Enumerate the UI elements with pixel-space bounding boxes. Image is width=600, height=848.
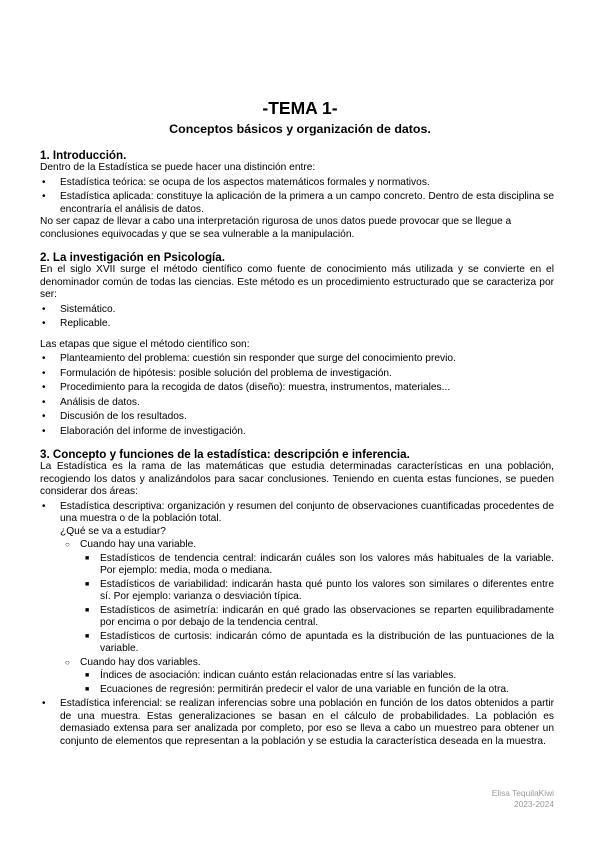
section-3-heading: 3. Concepto y funciones de la estadística: descripción e inferencia.: [40, 448, 410, 461]
section-2-heading: 2. La investigación en Psicología.: [40, 251, 225, 264]
list-item: ■ Estadísticos de curtosis: indicarán cómo de apuntada es la distribución de las puntuaciones de la variable.: [80, 631, 554, 656]
document-body: [40, 149, 554, 748]
list-item: • Discusión de los resultados.: [40, 411, 554, 424]
footer: [492, 788, 554, 809]
one-variable-list: [80, 553, 554, 656]
list-item: • Sistemático.: [40, 304, 554, 317]
page-title: -TEMA 1-: [262, 98, 338, 118]
list-item: • Procedimiento para la recogida de datos (diseño): muestra, instrumentos, materiales...: [40, 382, 554, 395]
list-item: ■ Índices de asociación: indican cuánto están relacionadas entre sí las variables.: [80, 670, 554, 683]
variables-list: [60, 539, 554, 696]
list-item: • Análisis de datos.: [40, 397, 554, 410]
list-item: ■ Estadísticos de tendencia central: indicarán cuáles son los valores más habituales de la variable. Por ejemplo: media, moda o mediana.: [80, 553, 554, 578]
section-2-stages-intro: Las etapas que sigue el método científico son:: [40, 338, 250, 350]
list-item: [60, 657, 554, 697]
section-2-stages-list: [40, 353, 554, 438]
page-subtitle: Conceptos básicos y organización de datos.: [169, 122, 431, 136]
descriptive-stats-text: • Estadística descriptiva: organización y resumen del conjunto de observaciones cuantificadas procedentes de una muestra o de la población total.: [60, 500, 554, 524]
list-item: • Planteamiento del problema: cuestión sin responder que surge del conocimiento previo.: [40, 353, 554, 366]
section-1-list: [40, 177, 554, 217]
list-item: • Replicable.: [40, 318, 554, 331]
section-3-intro: La Estadística es la rama de las matemáticas que estudia determinadas características en una población, recogiendo los datos y analizándolos para sacar conclusiones. Teniendo en cuenta estas funciones, se pueden considerar dos áreas:: [40, 461, 554, 497]
section-2-intro: En el siglo XVII surge el método científico como fuente de conocimiento más utilizada y se convierte en el denominador común de todas las ciencias. Este método es un procedimiento estructurado que se caracteriza por ser:: [40, 264, 554, 300]
one-variable-label: ○ Cuando hay una variable.: [80, 539, 197, 550]
footer-author: Elisa TequilaKiwi: [491, 788, 554, 798]
list-item: [40, 501, 554, 697]
section-1-heading: 1. Introducción.: [40, 149, 127, 162]
list-item: • Formulación de hipótesis: posible solución del problema de investigación.: [40, 368, 554, 381]
list-item: ■ Ecuaciones de regresión: permitirán predecir el valor de una variable en función de la otra.: [80, 684, 554, 697]
list-item: ■ Estadísticos de asimetría: indicarán en qué grado las observaciones se reparten equilibradamente por encima o por debajo de la tendencia central.: [80, 605, 554, 630]
section-3-areas-list: [40, 501, 554, 749]
list-item: [60, 539, 554, 656]
two-variables-label: ○ Cuando hay dos variables.: [80, 656, 201, 668]
list-item: • Elaboración del informe de investigación.: [40, 426, 554, 439]
two-variables-list: [80, 670, 554, 696]
descriptive-question: ¿Qué se va a estudiar?: [60, 525, 166, 537]
section-1-outro: No ser capaz de llevar a cabo una interpretación rigurosa de unos datos puede provocar que se llegue a conclusiones equivocadas y que se sea vulnerable a la manipulación.: [40, 216, 512, 240]
list-item: ■ Estadísticos de variabilidad: indicarán hasta qué punto los valores son similares o diferentes entre sí. Por ejemplo: varianza o desviación típica.: [80, 579, 554, 604]
section-1-intro: Dentro de la Estadística se puede hacer una distinción entre:: [40, 162, 316, 173]
list-item: • Estadística inferencial: se realizan inferencias sobre una población en función de los datos obtenidos a partir de una muestra. Estas generalizaciones se basan en el cálculo de probabilidades. La población es demasiado extensa para ser analizada por completo, por eso se lleva a cabo un muestreo para obtener un conjunto de elementos que representan a la población y se estudia la característica deseada en la muestra.: [40, 698, 554, 748]
footer-year: 2023-2024: [513, 798, 554, 809]
list-item: • Estadística aplicada: constituye la aplicación de la primera a un campo concreto. Dentro de esta disciplina se encontraría el análisis de datos.: [40, 191, 554, 216]
section-2-traits-list: [40, 304, 554, 331]
list-item: • Estadística teórica: se ocupa de los aspectos matemáticos formales y normativos.: [40, 177, 554, 190]
